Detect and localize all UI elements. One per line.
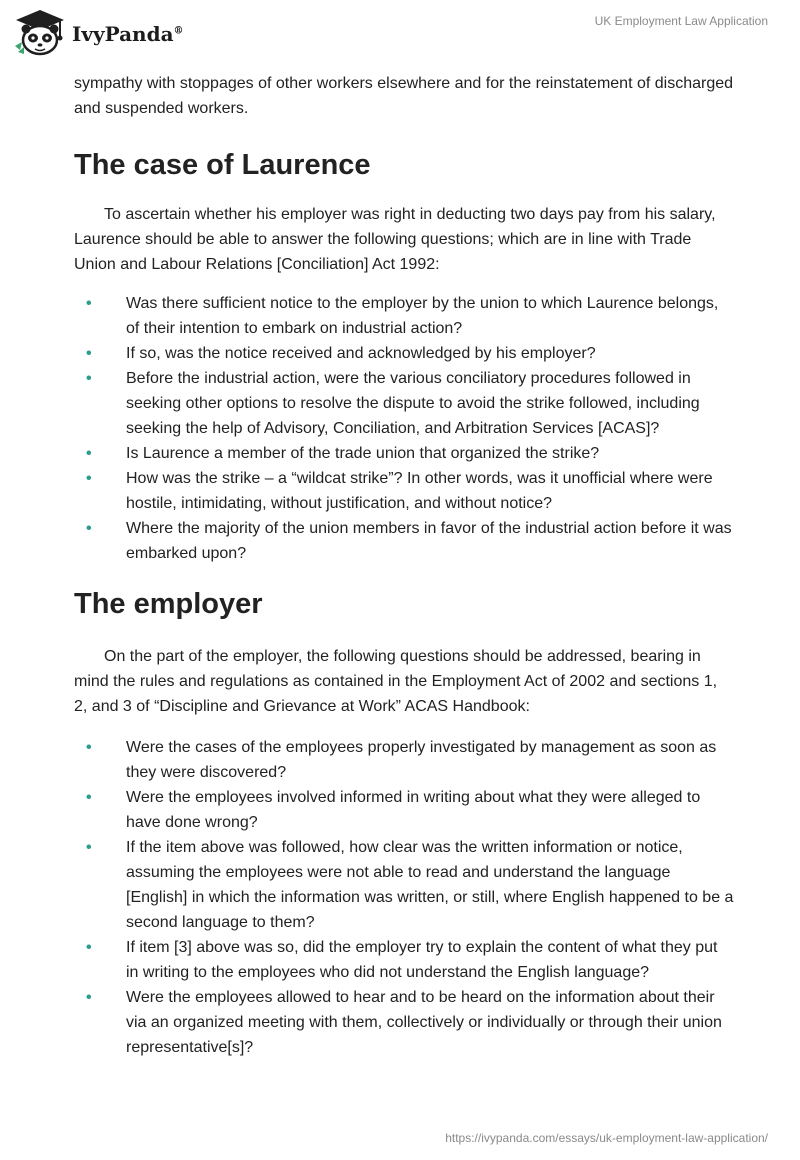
list-item: • Where the majority of the union members in favor of the industrial action before it was embarked upon? xyxy=(74,516,734,566)
section-paragraph-employer: On the part of the employer, the following questions should be addressed, bearing in mind the rules and regulations as contained in the Employment Act of 2002 and sections 1, 2, and 3 of “Discipline and Grievance at Work” ACAS Handbook: xyxy=(74,648,718,715)
list-item: • Were the employees allowed to hear and to be heard on the information about their via an organized meeting with them, collectively or individually or through their union representative[s]? xyxy=(74,985,734,1060)
list-item: • If item [3] above was so, did the employer try to explain the content of what they put in writing to the employees who did not understand the English language? xyxy=(74,935,734,985)
panda-graduate-icon xyxy=(14,8,66,56)
list-item: • Were the employees involved informed in writing about what they were alleged to have done wrong? xyxy=(74,785,734,835)
bullet-icon: • xyxy=(86,739,92,756)
section-heading-laurence: The case of Laurence xyxy=(74,149,371,181)
bullet-icon: • xyxy=(86,370,92,387)
list-item: • Were the cases of the employees properly investigated by management as soon as they were discovered? xyxy=(74,735,734,785)
bullet-icon: • xyxy=(86,345,92,362)
list-item: • If the item above was followed, how clear was the written information or notice, assuming the employees were not able to read and understand the language [English] in which the information was written, or still, where English happened to be a second language to them? xyxy=(74,835,734,935)
employer-question-list xyxy=(74,735,734,1060)
bullet-icon: • xyxy=(86,295,92,312)
bullet-icon: • xyxy=(86,939,92,956)
list-item: • Before the industrial action, were the various conciliatory procedures followed in seeking other options to resolve the dispute to avoid the strike followed, including seeking the help of Advisory, Conciliation, and Arbitration Services [ACAS]? xyxy=(74,366,734,441)
page-header xyxy=(0,0,800,60)
footer-source-url[interactable]: https://ivypanda.com/essays/uk-employment-law-application/ xyxy=(445,1131,768,1145)
section-heading-employer: The employer xyxy=(74,588,263,620)
section-paragraph-laurence: To ascertain whether his employer was right in deducting two days pay from his salary, Laurence should be able to answer the following questions; which are in line with Trade Union and Labour Relations [Conciliation] Act 1992: xyxy=(74,206,716,273)
bullet-icon: • xyxy=(86,520,92,537)
list-item: • Is Laurence a member of the trade union that organized the strike? xyxy=(74,441,734,466)
bullet-icon: • xyxy=(86,470,92,487)
laurence-question-list xyxy=(74,291,734,566)
bullet-icon: • xyxy=(86,445,92,462)
bullet-icon: • xyxy=(86,789,92,806)
bullet-icon: • xyxy=(86,839,92,856)
logo-text: IvyPanda® xyxy=(72,22,184,46)
list-item: • If so, was the notice received and acknowledged by his employer? xyxy=(74,341,734,366)
intro-paragraph: sympathy with stoppages of other workers elsewhere and for the reinstatement of discharged and suspended workers. xyxy=(74,75,734,117)
bullet-icon: • xyxy=(86,989,92,1006)
list-item: • Was there sufficient notice to the employer by the union to which Laurence belongs, of their intention to embark on industrial action? xyxy=(74,291,734,341)
ivypanda-logo[interactable] xyxy=(14,8,184,56)
article-body xyxy=(74,71,734,1060)
document-title: UK Employment Law Application xyxy=(594,14,768,28)
list-item: • How was the strike – a “wildcat strike”? In other words, was it unofficial where were hostile, intimidating, without justification, and without notice? xyxy=(74,466,734,516)
